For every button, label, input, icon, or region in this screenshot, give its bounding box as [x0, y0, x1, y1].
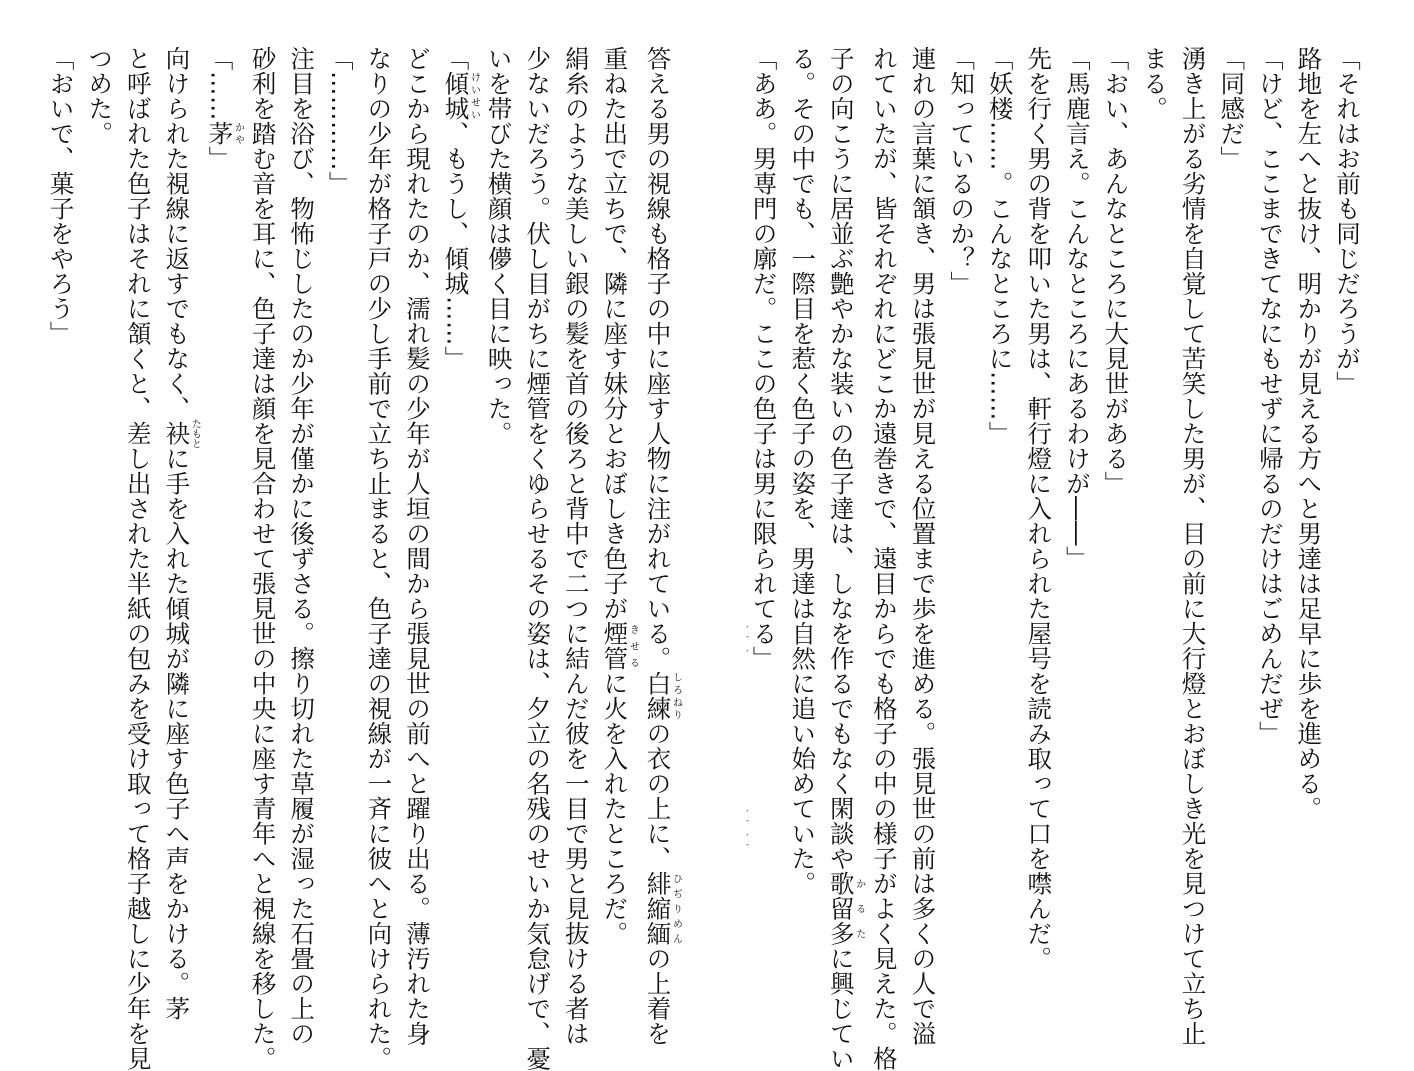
- text-line: れていたが、皆それぞれにどこか遠巻きで、遠目からでも格子の中の様子がよく見えた。格: [869, 46, 899, 1071]
- text-line: と呼ばれた色子はそれに頷くと、差し出された半紙の包みを受け取って格子越しに少年を見: [123, 46, 153, 1071]
- text-line: 砂利を踏む音を耳に、色子達は顔を見合わせて張見世の中央に座す青年へと視線を移した。: [248, 46, 278, 1071]
- text-line: 「傾城けいせい、もうし、傾城……」: [441, 46, 480, 371]
- text-line: 「おいで、菓子をやろう」: [46, 46, 76, 346]
- text-line: 子の向こうに居並ぶ艶やかな装いの色子達は、しなを作るでもなく閑談や歌留多かるたに興じてい: [826, 46, 865, 1071]
- text-line: 絹糸のような美しい銀の髪を首の後ろと背中で二つに結んだ彼を一目で男と見抜ける者は: [561, 46, 591, 1046]
- text-line: どこから現れたのか、濡れ髪の少年が人垣の間から張見世の前へと躍り出る。薄汚れた身: [402, 46, 432, 1046]
- furigana-word: 緋縮緬ひぢりめん: [643, 871, 682, 946]
- text-line: なりの少年が格子戸の少し手前で立ち止まると、色子達の視線が一斉に彼へと向けられた。: [364, 46, 394, 1071]
- text-line: つめた。: [85, 46, 115, 146]
- text-line: 重ねた出で立ちで、隣に座す妹分とおぼしき色子が煙管きせるに火を入れたところだ。: [600, 46, 639, 946]
- text-line: 「ああ。男専門の廓だ。ここの色子は男に限られてる」: [749, 46, 779, 671]
- text-line: 答える男の視線も格子の中に座す人物に注がれている。白練しろねりの衣の上に、緋縮緬ひぢりめんの上着を: [643, 46, 682, 1046]
- text-line: 「それはお前も同じだろうが」: [1333, 46, 1362, 396]
- text-line: 「同感だ」: [1217, 46, 1247, 171]
- page-margin-mark: ・・ ・: [741, 622, 751, 656]
- text-line: 連れの言葉に頷き、男は張見世が見える位置まで歩を進める。張見世の前は多くの人で溢: [908, 46, 938, 1046]
- text-line: 「けど、ここまできてなにもせずに帰るのだけはごめんだぜ」: [1255, 46, 1285, 746]
- text-line: 「おい、あんなところに大見世がある」: [1101, 46, 1131, 496]
- furigana-word: 歌留多かるた: [826, 871, 865, 946]
- right-page-text: [746, 46, 1366, 1071]
- furigana-word: 傾城けいせい: [441, 71, 480, 121]
- page-margin-mark: ・・ ・・: [741, 806, 751, 850]
- furigana-word: 白練しろねり: [643, 671, 682, 721]
- text-line: 「…………」: [325, 46, 355, 196]
- left-page-text: [41, 46, 682, 1071]
- text-line: 「知っているのか？」: [947, 46, 977, 296]
- text-line: 「……茅かや」: [205, 46, 244, 171]
- text-line: 路地を左へと抜け、明かりが見える方へと男達は足早に歩を進める。: [1294, 46, 1324, 821]
- text-line: 少ないだろう。伏し目がちに煙管をくゆらせるその姿は、夕立の名残のせいか気怠げで、憂: [523, 46, 553, 1071]
- text-line: 先を行く男の背を叩いた男は、軒行燈に入れられた屋号を読み取って口を噤んだ。: [1024, 46, 1054, 971]
- furigana-word: 袂たもと: [162, 418, 201, 449]
- text-line: 「妖楼……。こんなところに……」: [985, 46, 1015, 446]
- text-line: 「馬鹿言え。こんなところにあるわけが――」: [1062, 46, 1092, 571]
- text-line: いを帯びた横顔は儚く目に映った。: [484, 46, 514, 446]
- text-line: る。その中でも、一際目を惹く色子の姿を、男達は自然に追い始めていた。: [788, 46, 818, 896]
- text-line: 注目を浴び、物怖じしたのか少年が僅かに後ずさる。擦り切れた草履が湿った石畳の上の: [287, 46, 317, 1046]
- text-line: 向けられた視線に返すでもなく、袂たもとに手を入れた傾城が隣に座す色子へ声をかける。茅: [162, 46, 201, 1021]
- furigana-word: 茅かや: [205, 121, 244, 146]
- text-line: まる。: [1140, 46, 1170, 121]
- text-line: 湧き上がる劣情を自覚して苦笑した男が、目の前に大行燈とおぼしき光を見つけて立ち止: [1178, 46, 1208, 1046]
- furigana-word: 煙管きせる: [600, 621, 639, 671]
